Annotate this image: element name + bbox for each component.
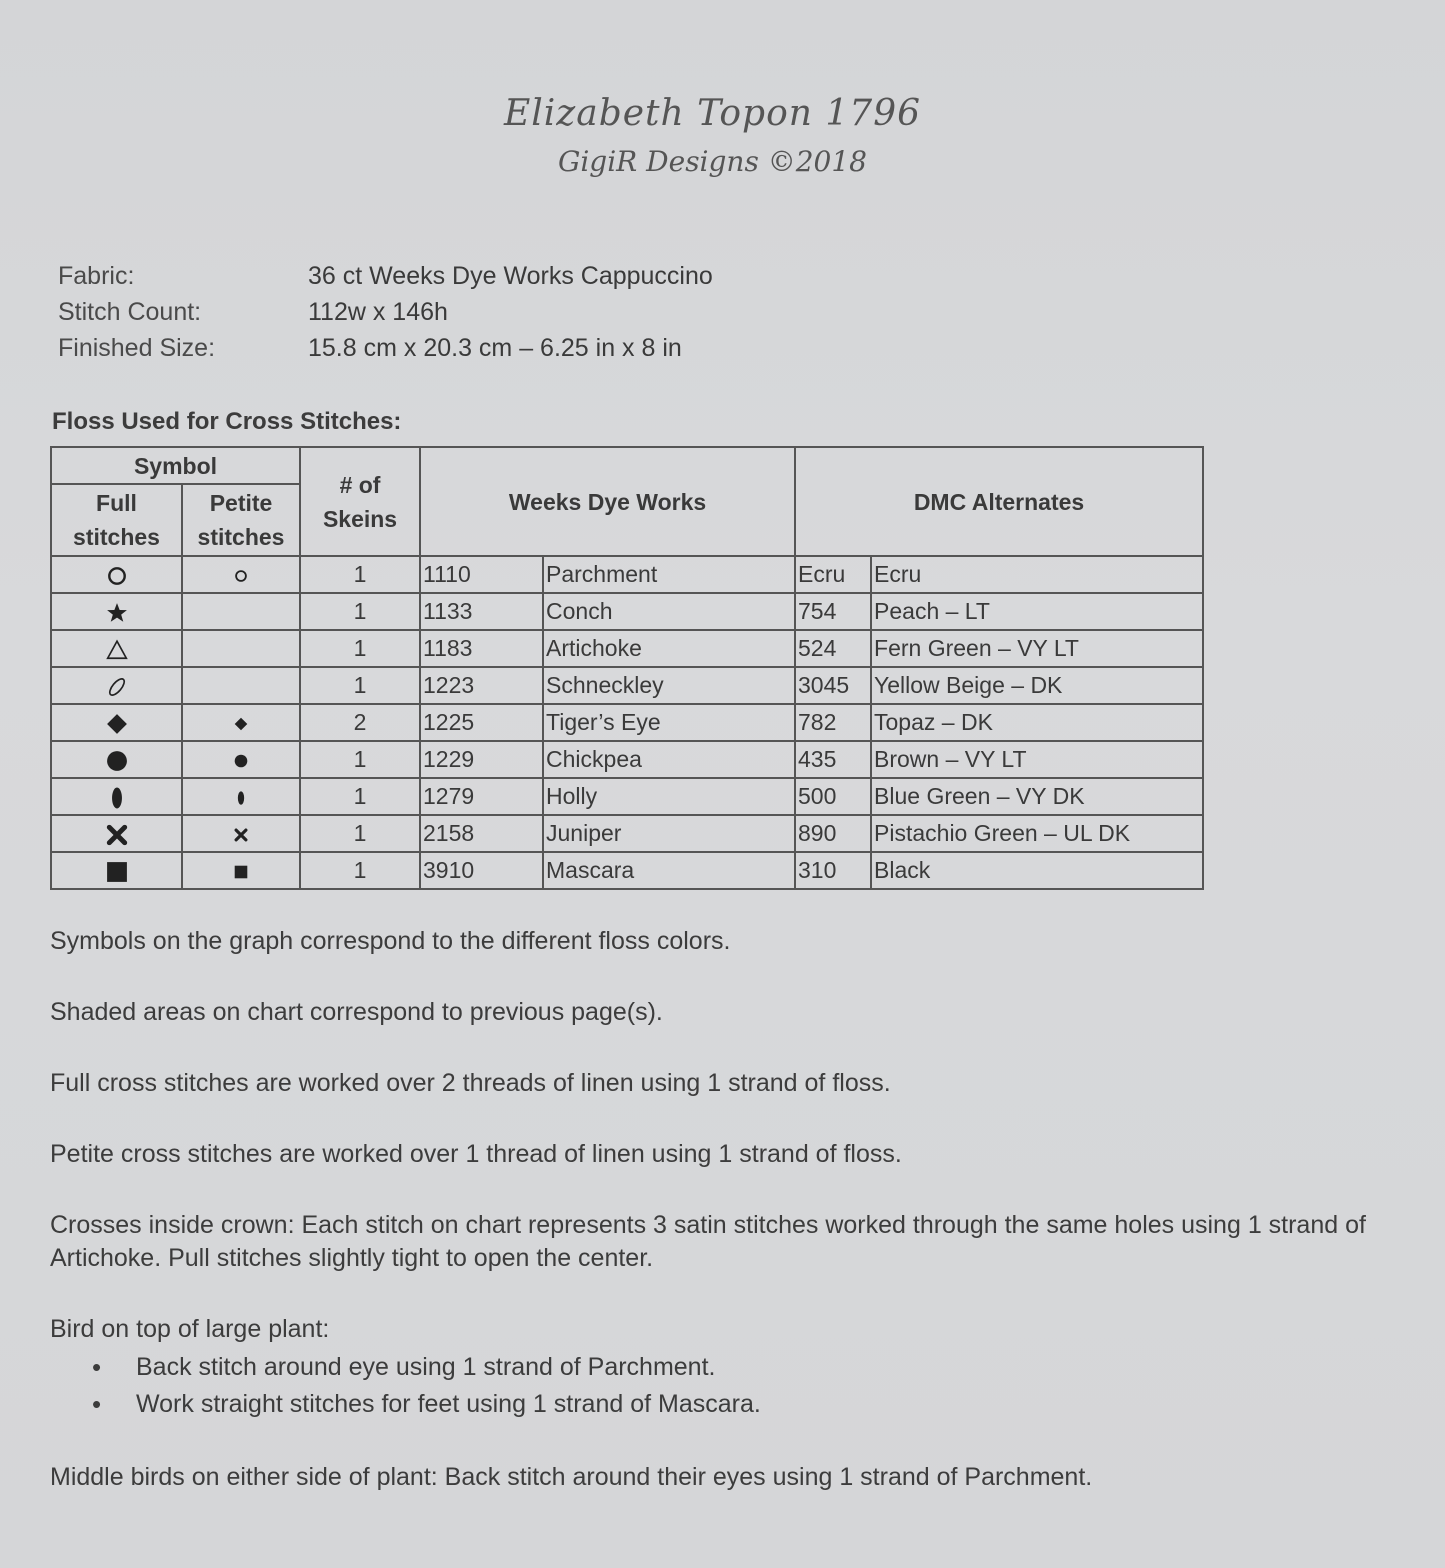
header-skeins: # of Skeins bbox=[300, 447, 420, 556]
note-shaded: Shaded areas on chart correspond to previous page(s). bbox=[50, 998, 663, 1026]
header-full-stitches: Full stitches bbox=[51, 484, 182, 556]
wdw-number: 1279 bbox=[420, 778, 543, 815]
dmc-number: 782 bbox=[795, 704, 871, 741]
dmc-color-name: Fern Green – VY LT bbox=[871, 630, 1203, 667]
pattern-specs bbox=[58, 258, 713, 366]
dmc-number: 310 bbox=[795, 852, 871, 889]
slanted-oval-icon bbox=[106, 676, 128, 698]
note-symbols: Symbols on the graph correspond to the different floss colors. bbox=[50, 927, 731, 955]
skeins-count: 1 bbox=[300, 630, 420, 667]
notes-section bbox=[50, 925, 1390, 1532]
list-item: • Back stitch around eye using 1 strand of Parchment. bbox=[136, 1349, 1390, 1386]
full-stitch-symbol bbox=[51, 778, 182, 815]
wdw-number: 3910 bbox=[420, 852, 543, 889]
filled-square-icon bbox=[106, 861, 128, 883]
skeins-count: 1 bbox=[300, 556, 420, 593]
full-stitch-symbol bbox=[51, 630, 182, 667]
petite-stitch-symbol bbox=[182, 667, 300, 704]
wdw-number: 1183 bbox=[420, 630, 543, 667]
skeins-count: 1 bbox=[300, 741, 420, 778]
bold-x-icon bbox=[106, 824, 128, 846]
wdw-color-name: Holly bbox=[543, 778, 795, 815]
full-stitch-symbol bbox=[51, 667, 182, 704]
table-row bbox=[51, 815, 1203, 852]
full-stitch-symbol bbox=[51, 593, 182, 630]
petite-stitch-symbol bbox=[182, 704, 300, 741]
dmc-number: Ecru bbox=[795, 556, 871, 593]
table-row bbox=[51, 667, 1203, 704]
filled-ellipse-icon bbox=[106, 787, 128, 809]
wdw-number: 1133 bbox=[420, 593, 543, 630]
dmc-number: 435 bbox=[795, 741, 871, 778]
bird-list bbox=[50, 1349, 1390, 1423]
table-row bbox=[51, 741, 1203, 778]
open-circle-icon bbox=[106, 565, 128, 587]
skeins-count: 1 bbox=[300, 815, 420, 852]
table-header-row bbox=[51, 447, 1203, 484]
full-stitch-symbol bbox=[51, 815, 182, 852]
dmc-color-name: Peach – LT bbox=[871, 593, 1203, 630]
skeins-count: 1 bbox=[300, 593, 420, 630]
wdw-color-name: Artichoke bbox=[543, 630, 795, 667]
spec-label: Stitch Count: bbox=[58, 297, 202, 326]
wdw-number: 1225 bbox=[420, 704, 543, 741]
small-bold-x-icon bbox=[234, 828, 248, 842]
wdw-color-name: Parchment bbox=[543, 556, 795, 593]
filled-circle-icon bbox=[106, 750, 128, 772]
header-symbol: Symbol bbox=[51, 447, 300, 484]
dmc-number: 3045 bbox=[795, 667, 871, 704]
table-row bbox=[51, 704, 1203, 741]
list-item: • Work straight stitches for feet using 1 strand of Mascara. bbox=[136, 1386, 1390, 1423]
petite-stitch-symbol bbox=[182, 852, 300, 889]
header-petite-stitches: Petite stitches bbox=[182, 484, 300, 556]
wdw-color-name: Tiger’s Eye bbox=[543, 704, 795, 741]
table-row bbox=[51, 852, 1203, 889]
spec-row-stitch-count bbox=[58, 294, 713, 330]
table-row bbox=[51, 556, 1203, 593]
table-row bbox=[51, 593, 1203, 630]
spec-value: 36 ct Weeks Dye Works Cappuccino bbox=[308, 261, 713, 290]
note-bird-title: Bird on top of large plant: bbox=[50, 1315, 330, 1343]
full-stitch-symbol bbox=[51, 741, 182, 778]
table-row bbox=[51, 778, 1203, 815]
header-weeks-dye-works: Weeks Dye Works bbox=[420, 447, 795, 556]
dmc-color-name: Topaz – DK bbox=[871, 704, 1203, 741]
petite-stitch-symbol bbox=[182, 593, 300, 630]
small-filled-circle-icon bbox=[234, 754, 248, 768]
pattern-title: Elizabeth Topon 1796 bbox=[503, 93, 922, 134]
spec-row-fabric bbox=[58, 258, 713, 294]
dmc-number: 524 bbox=[795, 630, 871, 667]
note-full-cross: Full cross stitches are worked over 2 threads of linen using 1 strand of floss. bbox=[50, 1069, 891, 1097]
full-stitch-symbol bbox=[51, 704, 182, 741]
skeins-count: 2 bbox=[300, 704, 420, 741]
spec-label: Fabric: bbox=[58, 261, 135, 290]
diamond-icon bbox=[106, 713, 128, 735]
star-icon bbox=[106, 602, 128, 624]
petite-stitch-symbol bbox=[182, 556, 300, 593]
wdw-color-name: Chickpea bbox=[543, 741, 795, 778]
dmc-color-name: Brown – VY LT bbox=[871, 741, 1203, 778]
full-stitch-symbol bbox=[51, 556, 182, 593]
wdw-color-name: Conch bbox=[543, 593, 795, 630]
dmc-color-name: Ecru bbox=[871, 556, 1203, 593]
wdw-color-name: Mascara bbox=[543, 852, 795, 889]
document-header bbox=[0, 88, 1425, 184]
dmc-number: 754 bbox=[795, 593, 871, 630]
dmc-number: 500 bbox=[795, 778, 871, 815]
wdw-number: 2158 bbox=[420, 815, 543, 852]
skeins-count: 1 bbox=[300, 667, 420, 704]
designer-copyright: GigiR Designs ©2018 bbox=[557, 145, 867, 178]
wdw-color-name: Juniper bbox=[543, 815, 795, 852]
dmc-color-name: Black bbox=[871, 852, 1203, 889]
dmc-color-name: Pistachio Green – UL DK bbox=[871, 815, 1203, 852]
petite-stitch-symbol bbox=[182, 741, 300, 778]
spec-row-finished-size bbox=[58, 330, 713, 366]
spec-value: 112w x 146h bbox=[308, 297, 448, 326]
petite-stitch-symbol bbox=[182, 630, 300, 667]
wdw-number: 1110 bbox=[420, 556, 543, 593]
wdw-number: 1223 bbox=[420, 667, 543, 704]
full-stitch-symbol bbox=[51, 852, 182, 889]
petite-stitch-symbol bbox=[182, 778, 300, 815]
skeins-count: 1 bbox=[300, 852, 420, 889]
small-filled-square-icon bbox=[234, 865, 248, 879]
spec-label: Finished Size: bbox=[58, 333, 216, 362]
header-dmc-alternates: DMC Alternates bbox=[795, 447, 1203, 556]
floss-heading: Floss Used for Cross Stitches: bbox=[52, 408, 402, 435]
small-open-circle-icon bbox=[234, 569, 248, 583]
dmc-number: 890 bbox=[795, 815, 871, 852]
wdw-color-name: Schneckley bbox=[543, 667, 795, 704]
dmc-color-name: Yellow Beige – DK bbox=[871, 667, 1203, 704]
note-crosses-crown: Crosses inside crown: Each stitch on chart represents 3 satin stitches worked through the same holes using 1 strand of Artichoke. Pull stitches slightly tight to open the center. bbox=[50, 1211, 1366, 1272]
triangle-icon bbox=[106, 639, 128, 661]
dmc-color-name: Blue Green – VY DK bbox=[871, 778, 1203, 815]
table-row bbox=[51, 630, 1203, 667]
small-filled-ellipse-icon bbox=[234, 791, 248, 805]
small-diamond-icon bbox=[234, 717, 248, 731]
skeins-count: 1 bbox=[300, 778, 420, 815]
spec-value: 15.8 cm x 20.3 cm – 6.25 in x 8 in bbox=[308, 333, 682, 362]
petite-stitch-symbol bbox=[182, 815, 300, 852]
floss-table bbox=[50, 446, 1204, 890]
note-petite-cross: Petite cross stitches are worked over 1 thread of linen using 1 strand of floss. bbox=[50, 1140, 902, 1168]
note-middle-birds: Middle birds on either side of plant: Back stitch around their eyes using 1 strand of Parchment. bbox=[50, 1463, 1093, 1491]
wdw-number: 1229 bbox=[420, 741, 543, 778]
